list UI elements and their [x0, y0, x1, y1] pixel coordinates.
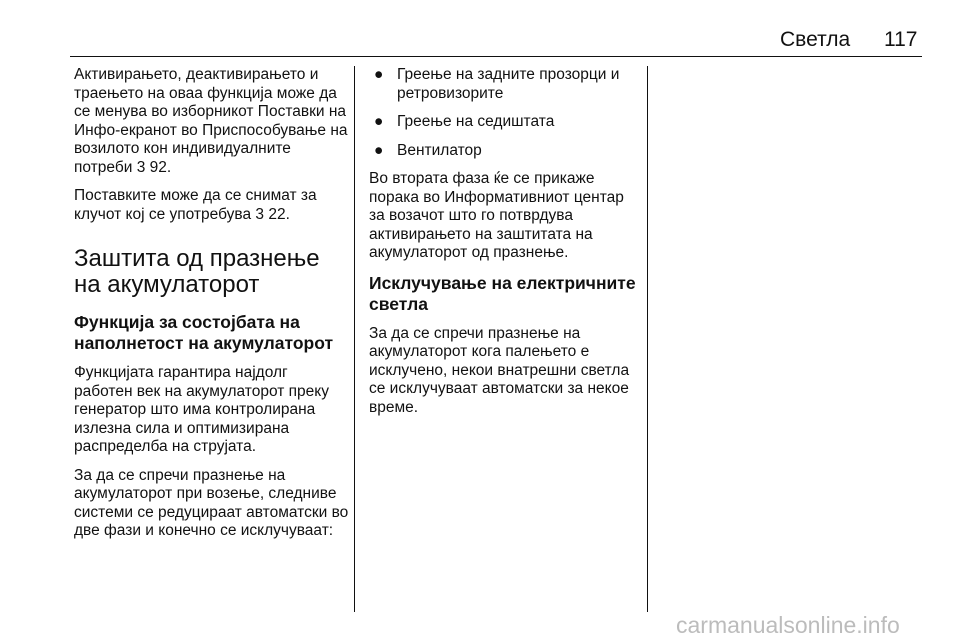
section-heading: Заштита од празнење на акумулаторот — [74, 245, 320, 298]
bullet-dot-icon: ● — [374, 141, 384, 159]
paragraph-discharge-prevention: За да се спречи празнење на акумулаторот при возење, следниве системи се редуцираат автоматски во две фази и конечно се исклучуваат: — [74, 466, 349, 539]
list-item — [369, 113, 639, 132]
list-item-text: Вентилатор — [397, 141, 482, 159]
subsection-heading: Исклучување на електричните светла — [369, 272, 636, 314]
list-item-text: Греење на седиштата — [397, 113, 555, 130]
paragraph-battery-function: Функцијата гарантира најдолг работен век на акумулаторот преку генератор што има контролирана излезна сила и оптимизирана распределба на струјата. — [74, 364, 329, 455]
column-divider-2 — [647, 66, 648, 612]
header-divider — [70, 56, 922, 57]
page-reference-arrow-icon: 3 — [255, 205, 265, 223]
bullet-dot-icon: ● — [374, 113, 384, 130]
column-divider-1 — [354, 66, 355, 612]
paragraph-key-settings — [74, 187, 350, 224]
watermark: carmanualsonline.info — [676, 612, 900, 638]
text-column-2 — [369, 66, 639, 427]
paragraph-light-shutoff: За да се спречи празнење на акумулаторот кога палењето е исклучено, некои внатрешни светла се исклучуваат автоматски за некое време. — [369, 324, 630, 416]
section-title: Светла — [780, 28, 851, 51]
paragraph-text: Активирањето, деактивирањето и траењето на оваа функција може да се менува во изборникот Поставки на Инфо-екранот во Приспособување на возилото кон индивидуалните потреби — [74, 66, 348, 176]
list-item — [369, 142, 639, 161]
paragraph-settings-menu — [74, 66, 350, 177]
paragraph-second-phase: Во втората фаза ќе се прикаже порака во Информативниот центар за возачот што го потврдува активирањето на заштитата на акумулаторот од празнење. — [369, 170, 624, 261]
page-reference-link[interactable]: 22. — [268, 205, 290, 223]
list-item-text: Греење на задните прозорци и ретровизорите — [397, 66, 620, 102]
list-item — [369, 66, 639, 103]
page-reference-arrow-icon: 3 — [136, 158, 146, 176]
text-column-1 — [74, 66, 350, 551]
page-header — [0, 22, 960, 62]
page-number: 117 — [884, 28, 918, 51]
paragraph-text: Поставките може да се снимат за клучот кој се употребува — [74, 187, 317, 223]
page-reference-link[interactable]: 92. — [149, 158, 172, 176]
reduced-systems-list — [369, 66, 639, 160]
subsection-heading: Функција за состојбата на наполнетост на акумулаторот — [74, 312, 334, 353]
bullet-dot-icon: ● — [374, 66, 384, 83]
